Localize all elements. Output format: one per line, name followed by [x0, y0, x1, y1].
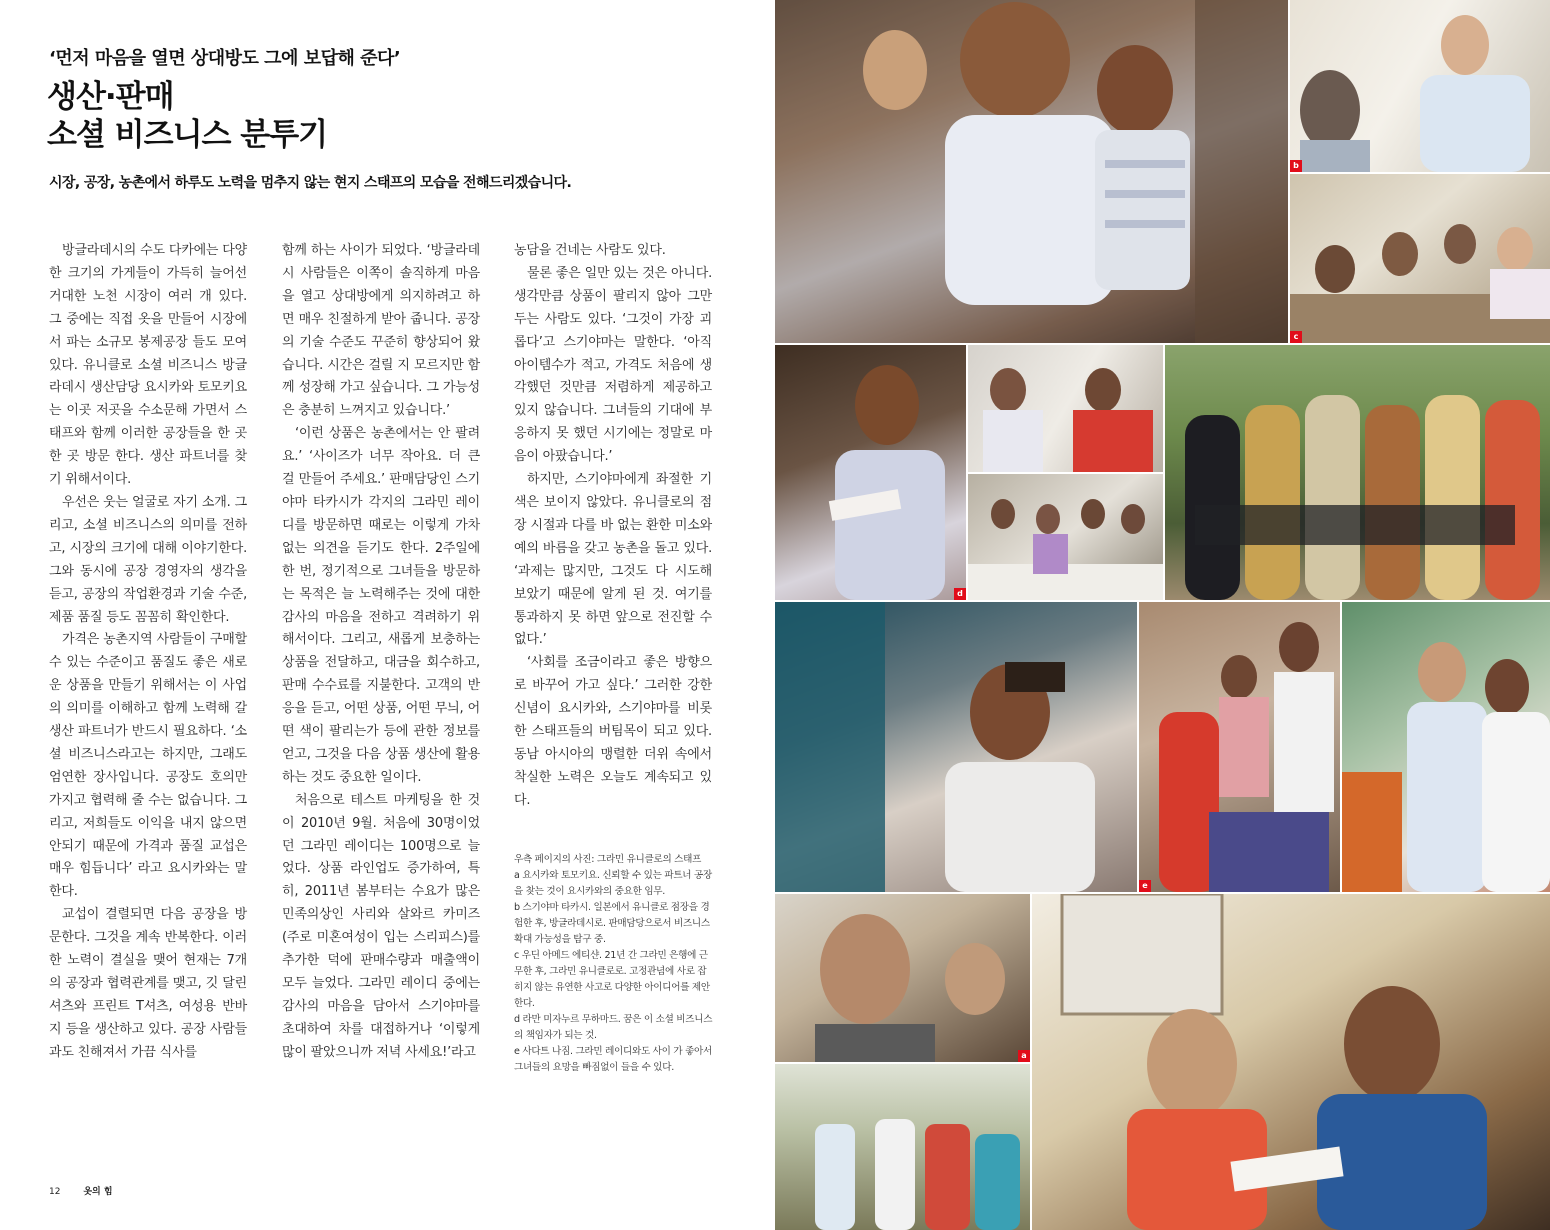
- smiling-man-illustration: [775, 345, 966, 600]
- market-illustration: [775, 602, 1137, 892]
- photo-interview: [1032, 894, 1550, 1230]
- village-visit-illustration: [775, 1064, 1030, 1230]
- paragraph: 처음으로 테스트 마케팅을 한 것이 2010년 9월. 처음에 30명이었던 그라민 레이디는 100명으로 늘었다. 상품 라인업도 증가하여, 특히, 2011년 봄부터는 수요가 많은 민족의상인 사리와 살와르 카미즈(주로 미혼여성이 입는 스리피스)를 추가한 덕에 판매수량과 매출액이 모두 늘었다. 그라민 레이디 중에는 감사의 마음을 담아서 스기야마를 초대하여 차를 대접하거나 ‘이렇게 많이 팔았으니까 저녁 사세요!’라고: [282, 792, 480, 1060]
- title-line-1: 생산·판매: [47, 79, 174, 115]
- text-column-3: [514, 240, 712, 813]
- photo-e-market: [775, 602, 1137, 892]
- page-number: 12: [49, 1187, 61, 1197]
- caption-item: a 요시카와 토모키요. 신뢰할 수 있는 파트너 공장을 찾는 것이 요시카와의 중요한 임무.: [514, 870, 712, 897]
- text-column-1: [49, 240, 247, 1065]
- staff-meeting-top-illustration: [968, 345, 1163, 472]
- photo-page: [775, 0, 1550, 1230]
- man-with-child-illustration: [775, 0, 1288, 343]
- office-staff-illustration: [1342, 602, 1550, 892]
- caption-item: c 우딘 아메드 에티샨. 21년 간 그라민 은행에 근무한 후, 그라민 유니클로로. 고정관념에 사로 잡히지 않는 유연한 사고로 다양한 아이디어를 제안한다.: [514, 950, 710, 1009]
- photo-label-b: b: [1290, 160, 1302, 172]
- paragraph: 물론 좋은 일만 있는 것은 아니다. 생각만큼 상품이 팔리지 않아 그만 두는 사람도 있다. ‘그것이 가장 괴롭다’고 스기야마는 말한다. ‘아직 아이템수가 적고, 가격도 처음에 생각했던 것만큼 저렴하게 제공하고 있지 않습니다. 그녀들의 기대에 부응하지 못 했던 시기에는 정말로 마음이 아팠습니다.’: [514, 265, 712, 465]
- caption-item: d 라만 미자누르 무하마드. 꿈은 이 소셜 비즈니스의 책임자가 되는 것.: [514, 1014, 713, 1041]
- magazine-name: 옷의 힘: [83, 1187, 113, 1197]
- photo-label-a: a: [1018, 1050, 1030, 1062]
- photo-c-meeting: [1290, 174, 1550, 343]
- photo-market-group: [1139, 602, 1340, 892]
- photo-d-smiling-man: [775, 345, 966, 600]
- photo-staff-meeting-top: [968, 345, 1163, 472]
- photo-label-e: e: [1139, 880, 1151, 892]
- kicker-quote: ‘먼저 마음을 열면 상대방도 그에 보답해 준다’: [49, 48, 401, 69]
- lead-paragraph: 시장, 공장, 농촌에서 하루도 노력을 멈추지 않는 현지 스태프의 모습을 전해드리겠습니다.: [49, 175, 572, 191]
- paragraph: 우선은 웃는 얼굴로 자기 소개. 그리고, 소셜 비즈니스의 의미를 전하고, 시장의 크기에 대해 이야기한다. 그와 동시에 공장 경영자의 생각을 듣고, 공장의 작업환경과 기술 수준, 제품 품질 등도 꼼꼼히 확인한다.: [49, 494, 247, 625]
- photo-man-with-child: [775, 0, 1288, 343]
- staff-meeting-bottom-illustration: [968, 474, 1163, 600]
- grameen-ladies-illustration: [1165, 345, 1550, 600]
- photo-village-visit: [775, 1064, 1030, 1230]
- meeting-illustration: [1290, 174, 1550, 343]
- yoshikawa-illustration: [775, 894, 1030, 1062]
- paragraph: ‘이런 상품은 농촌에서는 안 팔려요.’ ‘사이즈가 너무 작아요. 더 큰 걸 만들어 주세요.’ 판매담당인 스기야마 타카시가 각지의 그라민 레이디를 방문하면 때로는 이렇게 가차없는 의견을 듣기도 한다. 2주일에 한 번, 정기적으로 그녀들을 방문하는 목적은 늘 노력해주는 것에 대한 감사의 마음을 전하고 격려하기 위해서이다. 그리고, 새롭게 보충하는 상품을 전달하고, 대금을 회수하고, 판매 수수료를 지불한다. 고객의 반응을 듣고, 어떤 상품, 어떤 무늬, 어떤 색이 팔리는가 등에 관한 정보를 얻고, 그것을 다음 상품 생산에 활용하는 것도 중요한 일이다.: [282, 426, 480, 785]
- caption-item: b 스기야마 타카시. 일본에서 유니클로 점장을 경험한 후, 방글라데시로. 판매담당으로서 비즈니스 확대 가능성을 탐구 중.: [514, 902, 710, 945]
- paragraph: 가격은 농촌지역 사람들이 구매할 수 있는 수준이고 품질도 좋은 새로운 상품을 만들기 위해서는 이 사업의 의미를 이해하고 함께 노력해 갈 생산 파트너가 반드시 필요하다. ‘소셜 비즈니스라고는 하지만, 그래도 엄연한 장사입니다. 공장도 호의만 가지고 협력해 줄 수는 없습니다. 그리고, 저희들도 이익을 내지 않으면 안되기 때문에 가격과 품질 교섭은 매우 힘듭니다’ 라고 요시카와는 말한다.: [49, 632, 247, 900]
- photo-office-staff: [1342, 602, 1550, 892]
- paragraph: 농담을 건네는 사람도 있다.: [514, 243, 666, 258]
- market-group-illustration: [1139, 602, 1340, 892]
- interview-illustration: [1032, 894, 1550, 1230]
- sugiyama-illustration: [1290, 0, 1550, 172]
- photo-staff-meeting-bottom: [968, 474, 1163, 600]
- page-footer: [49, 1184, 113, 1197]
- paragraph: ‘사회를 조금이라고 좋은 방향으로 바꾸어 가고 싶다.’ 그러한 강한 신념이 요시카와, 스기야마를 비롯한 스태프들의 버팀목이 되고 있다. 동남 아시아의 맹렬한 더위 속에서 착실한 노력은 오늘도 계속되고 있다.: [514, 655, 712, 808]
- caption-item: e 사다트 나짐. 그라민 레이디와도 사이 가 좋아서 그녀들의 요망을 빠짐없이 들을 수 있다.: [514, 1046, 712, 1073]
- photo-label-d: d: [954, 588, 966, 600]
- page-title: [47, 78, 327, 154]
- text-column-2: [282, 240, 480, 1065]
- paragraph: 하지만, 스기야마에게 좌절한 기색은 보이지 않았다. 유니클로의 점장 시절과 다를 바 없는 환한 미소와 예의 바름을 갖고 농촌을 돌고 있다. ‘과제는 많지만, 그것도 다 시도해 보았기 때문에 알게 된 것. 여기를 통과하지 못 하면 앞으로 전진할 수 없다.’: [514, 472, 712, 648]
- paragraph: 교섭이 결렬되면 다음 공장을 방문한다. 그것을 계속 반복한다. 이러한 노력이 결실을 맺어 현재는 7개의 공장과 협력관계를 맺고, 깃 달린 셔츠와 프린트 T셔츠, 여성용 반바지 등을 생산하고 있다. 공장 사람들과도 친해져서 가끔 식사를: [49, 907, 247, 1060]
- paragraph: 방글라데시의 수도 다카에는 다양한 크기의 가게들이 가득히 늘어선 거대한 노천 시장이 여러 개 있다. 그 중에는 직접 옷을 만들어 시장에서 파는 소규모 봉제공장 들도 모여 있다. 유니클로 소셜 비즈니스 방글라데시 생산담당 요시카와 토모키요는 이곳 저곳을 수소문해 가면서 스태프와 함께 이러한 공장들을 한 곳 한 곳 방문 한다. 생산 파트너를 찾기 위해서이다.: [49, 243, 247, 488]
- photo-label-c: c: [1290, 331, 1302, 343]
- photo-captions: [514, 852, 714, 1076]
- title-line-2: 소셜 비즈니스 분투기: [47, 117, 328, 153]
- paragraph: 함께 하는 사이가 되었다. ‘방글라데시 사람들은 이쪽이 솔직하게 마음을 열고 상대방에게 의지하려고 하면 매우 친절하게 받아 줍니다. 공장의 기술 수준도 꾸준히 향상되어 왔습니다. 시간은 걸릴 지 모르지만 함께 성장해 가고 싶습니다. 그 가능성은 충분히 느껴지고 있습니다.’: [282, 243, 480, 419]
- photo-a-yoshikawa: [775, 894, 1030, 1062]
- caption-heading: 우측 페이지의 사진: 그라민 유니클로의 스태프: [514, 854, 702, 865]
- photo-grameen-ladies: [1165, 345, 1550, 600]
- photo-b-sugiyama: [1290, 0, 1550, 172]
